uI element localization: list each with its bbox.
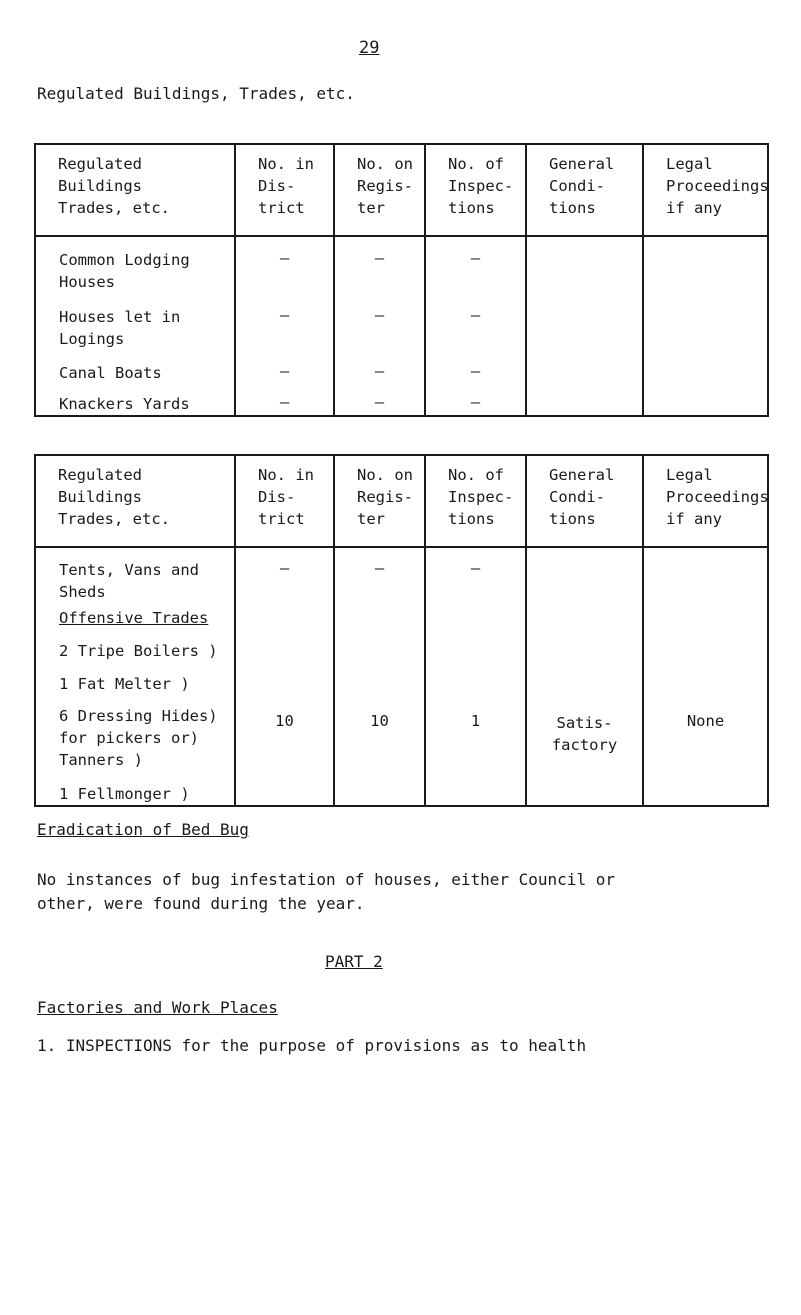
cell-district: – [279,306,290,324]
trade-fat-melter: 1 Fat Melter ) [59,675,190,693]
cell-register: – [374,306,385,324]
row-label-houses-let: Houses let in Logings [59,308,181,348]
inspections-item: 1. INSPECTIONS for the purpose of provisions as to health [37,1036,587,1055]
cell-district-trades: 10 [275,712,294,730]
offensive-trades-heading: Offensive Trades [59,609,209,627]
cell-register: – [374,393,385,411]
trade-dressing-hides: 6 Dressing Hides) for pickers or) [59,707,218,747]
header-no-in-district: No. in Dis- trict [258,155,314,217]
table-header-row [35,144,768,236]
cell-district: – [279,362,290,380]
header-legal-proceedings: Legal Proceedings if any [666,155,769,217]
page-number: 29 [359,38,380,58]
table-regulated-buildings-2 [34,454,769,807]
cell-register: – [374,249,385,267]
table-header-row [35,455,768,547]
factories-heading: Factories and Work Places [37,998,278,1017]
header-regulated-buildings: Regulated Buildings Trades, etc. [58,155,170,217]
table-regulated-buildings-1 [34,143,769,417]
cell-inspections-tents: – [470,559,481,577]
cell-district: – [279,249,290,267]
cell-general-conditions [526,236,643,416]
header-regulated-buildings: Regulated Buildings Trades, etc. [58,466,170,528]
cell-legal-proceedings [643,236,768,416]
cell-inspections-trades: 1 [470,712,481,730]
header-legal-proceedings: Legal Proceedings if any [666,466,769,528]
bed-bug-paragraph: No instances of bug infestation of houses, either Council or other, were found during the year. [37,870,615,913]
header-no-on-register: No. on Regis- ter [357,466,413,528]
table-body-row [35,236,768,416]
trade-fellmonger: 1 Fellmonger ) [59,785,190,803]
cell-district-tents: – [279,559,290,577]
row-label-knackers-yards: Knackers Yards [59,395,190,413]
cell-district: – [279,393,290,411]
header-no-on-register: No. on Regis- ter [357,155,413,217]
row-label-canal-boats: Canal Boats [59,364,162,382]
trade-tanners: Tanners ) [59,751,143,769]
cell-register: – [374,362,385,380]
trade-tripe-boilers: 2 Tripe Boilers ) [59,642,218,660]
table-body-row [35,547,768,806]
cell-inspections: – [470,249,481,267]
part-2-heading: PART 2 [325,952,383,971]
row-label-common-lodging: Common Lodging Houses [59,251,190,291]
cell-register-tents: – [374,559,385,577]
bed-bug-heading: Eradication of Bed Bug [37,820,249,839]
header-no-in-district: No. in Dis- trict [258,466,314,528]
header-general-conditions: General Condi- tions [549,155,615,217]
header-general-conditions: General Condi- tions [549,466,615,528]
page-title: Regulated Buildings, Trades, etc. [37,84,355,103]
cell-general-conditions: Satis- factory [551,714,618,754]
header-no-of-inspections: No. of Inspec- tions [448,466,514,528]
row-label-tents-vans: Tents, Vans and Sheds [59,561,199,601]
cell-inspections: – [470,393,481,411]
cell-register-trades: 10 [370,712,389,730]
header-no-of-inspections: No. of Inspec- tions [448,155,514,217]
cell-legal-proceedings: None [686,712,725,730]
cell-inspections: – [470,362,481,380]
cell-inspections: – [470,306,481,324]
